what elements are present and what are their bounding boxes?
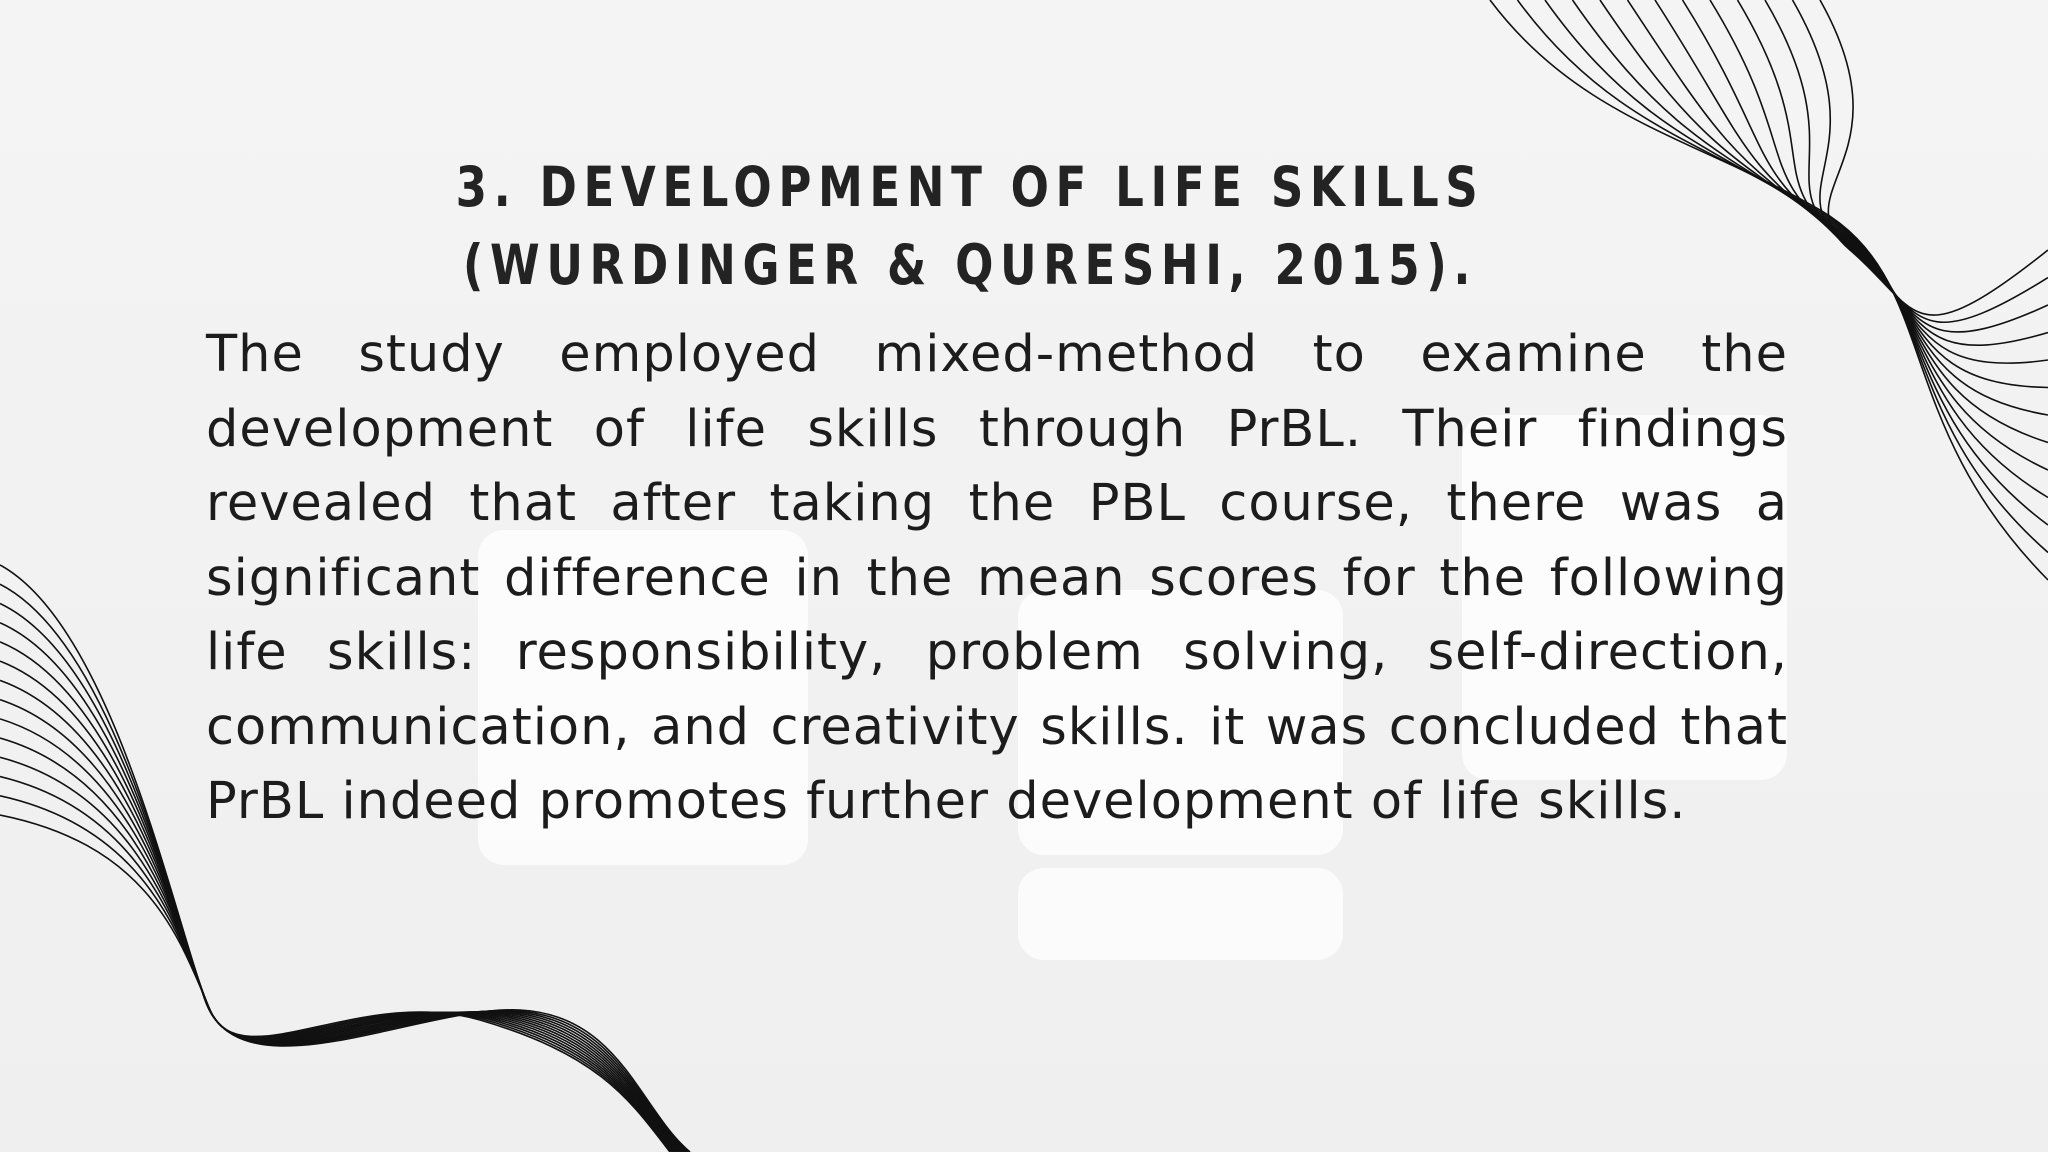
wave-line — [1820, 0, 2048, 315]
wave-line — [1793, 0, 2048, 322]
slide-body-text: The study employed mixed-method to examine the development of life skills through PrBL. Their findings revealed that after taking the PBL course, there was a significant difference in the mean scores for the following life skills: responsibility, problem solving, self-direction, communication, and creativity skills. it was concluded that PrBL indeed promotes further development of life skills. — [206, 325, 1788, 831]
wave-line — [1710, 0, 2048, 363]
slide-title: 3. DEVELOPMENT OF LIFE SKILLS (WURDINGER & QURESHI, 2015). — [455, 155, 1485, 297]
wave-line — [0, 796, 672, 1152]
wave-line — [0, 815, 670, 1152]
